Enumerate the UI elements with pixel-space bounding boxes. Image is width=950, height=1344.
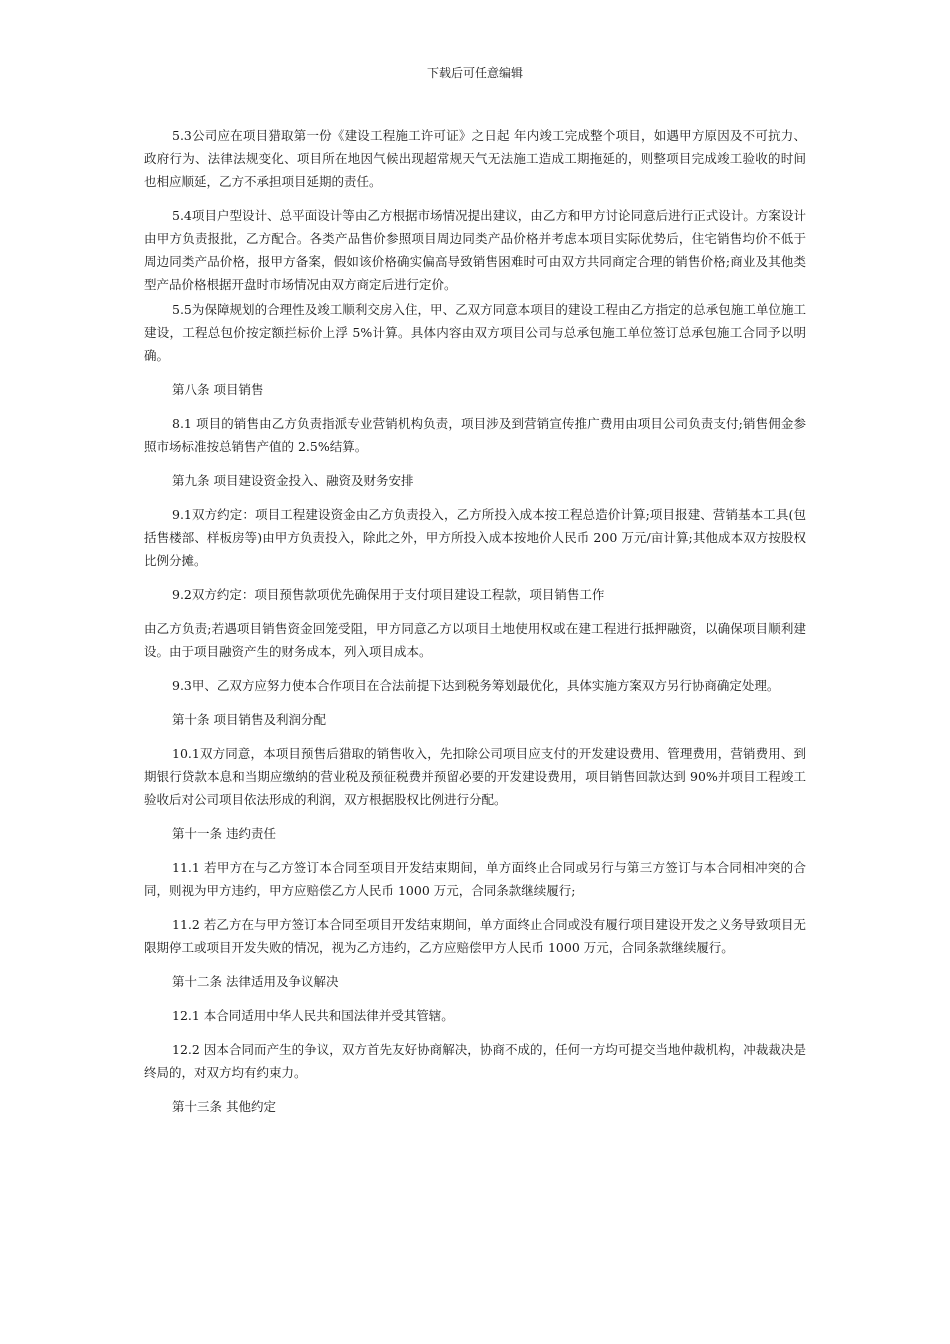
article-11-heading: 第十一条 违约责任: [172, 826, 276, 841]
contract-body: [144, 124, 806, 1118]
clause-12-1: 12.1 本合同适用中华人民共和国法律并受其管辖。: [172, 1008, 454, 1023]
clause-11-1: 11.1 若甲方在与乙方签订本合同至项目开发结束期间，单方面终止合同或另行与第三方签订与本合同相冲突的合同，则视为甲方违约，甲方应赔偿乙方人民币 1000 万元，合同条款继续履行;: [144, 860, 806, 898]
clause-5-4: 5.4项目户型设计、总平面设计等由乙方根据市场情况提出建议，由乙方和甲方讨论同意后进行正式设计。方案设计由甲方负责报批，乙方配合。各类产品售价参照项目周边同类产品价格并考虑本项目实际优势后，住宅销售均价不低于周边同类产品价格，报甲方备案，假如该价格确实偏高导致销售困难时可由双方共同商定合理的销售价格;商业及其他类型产品价格根据开盘时市场情况由双方商定后进行定价。: [144, 208, 806, 292]
article-13-heading: 第十三条 其他约定: [172, 1099, 276, 1114]
clause-9-2: 9.2双方约定：项目预售款项优先确保用于支付项目建设工程款，项目销售工作: [172, 587, 605, 602]
clause-5-5: 5.5为保障规划的合理性及竣工顺利交房入住，甲、乙双方同意本项目的建设工程由乙方指定的总承包施工单位施工建设，工程总包价按定额拦标价上浮 5%计算。具体内容由双方项目公司与总承包施工单位签订总承包施工合同予以明确。: [144, 302, 806, 363]
article-8-heading: 第八条 项目销售: [172, 382, 264, 397]
clause-12-2: 12.2 因本合同而产生的争议，双方首先友好协商解决，协商不成的，任何一方均可提交当地仲裁机构，冲裁裁决是终局的，对双方均有约束力。: [144, 1042, 806, 1080]
article-9-heading: 第九条 项目建设资金投入、融资及财务安排: [172, 473, 414, 488]
clause-10-1: 10.1双方同意，本项目预售后猎取的销售收入，先扣除公司项目应支付的开发建设费用、管理费用，营销费用、到期银行贷款本息和当期应缴纳的营业税及预征税费并预留必要的开发建设费用，项目销售回款达到 90%并项目工程竣工验收后对公司项目依法形成的利润，双方根据股权比例进行分配。: [144, 746, 806, 807]
clause-5-3: 5.3公司应在项目猎取第一份《建设工程施工许可证》之日起 年内竣工完成整个项目，如遇甲方原因及不可抗力、政府行为、法律法规变化、项目所在地因气候出现超常规天气无法施工造成工期拖延的，则整项目完成竣工验收的时间也相应顺延，乙方不承担项目延期的责任。: [144, 128, 806, 189]
article-10-heading: 第十条 项目销售及利润分配: [172, 712, 326, 727]
clause-9-2-continued: 由乙方负责;若遇项目销售资金回笼受阻，甲方同意乙方以项目土地使用权或在建工程进行抵押融资，以确保项目顺利建设。由于项目融资产生的财务成本，列入项目成本。: [144, 621, 806, 659]
clause-11-2: 11.2 若乙方在与甲方签订本合同至项目开发结束期间，单方面终止合同或没有履行项目建设开发之义务导致项目无限期停工或项目开发失败的情况，视为乙方违约，乙方应赔偿甲方人民币 1000 万元，合同条款继续履行。: [144, 917, 806, 955]
clause-9-3: 9.3甲、乙双方应努力使本合作项目在合法前提下达到税务筹划最优化，具体实施方案双方另行协商确定处理。: [172, 678, 780, 693]
article-12-heading: 第十二条 法律适用及争议解决: [172, 974, 339, 989]
clause-9-1: 9.1双方约定：项目工程建设资金由乙方负责投入，乙方所投入成本按工程总造价计算;项目报建、营销基本工具(包括售楼部、样板房等)由甲方负责投入，除此之外，甲方所投入成本按地价人民币 200 万元/亩计算;其他成本双方按股权比例分摊。: [144, 507, 806, 568]
clause-8-1: 8.1 项目的销售由乙方负责指派专业营销机构负责，项目涉及到营销宣传推广费用由项目公司负责支付;销售佣金参照市场标准按总销售产值的 2.5%结算。: [144, 416, 806, 454]
page-header-note: 下载后可任意编辑: [426, 66, 523, 80]
